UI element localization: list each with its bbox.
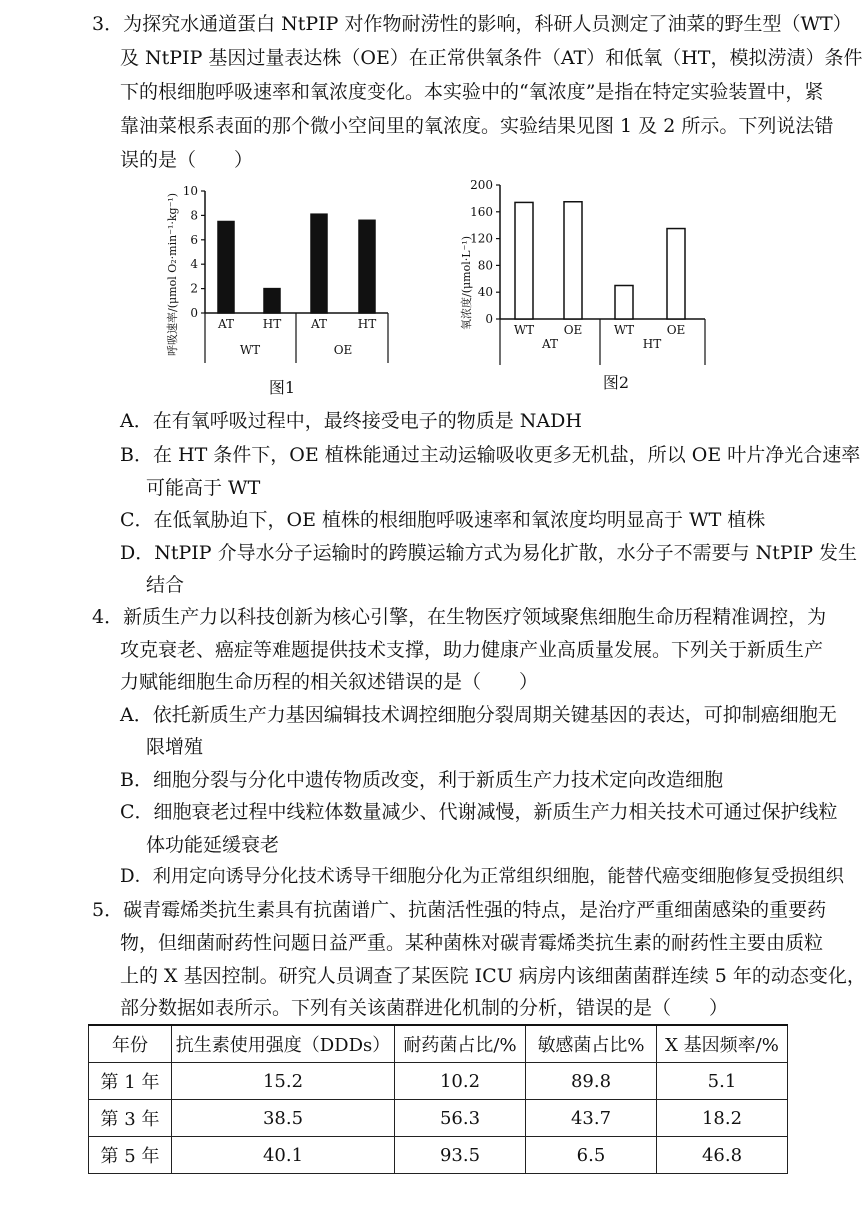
q4-option-a: A．依托新质生产力基因编辑技术调控细胞分裂周期关键基因的表达，可抑制癌细胞无 xyxy=(120,704,837,726)
q5-data-table xyxy=(88,1024,788,1174)
table-header-resistant: 耐药菌占比/% xyxy=(395,1025,526,1063)
fig2-y-tick-label: 0 xyxy=(485,312,493,326)
fig2-group-label: HT xyxy=(642,337,662,351)
figure-2-chart xyxy=(452,172,722,397)
fig1-bar xyxy=(218,222,234,314)
table-cell: 18.2 xyxy=(657,1100,788,1137)
q4-stem-line-1: 4．新质生产力以科技创新为核心引擎，在生物医疗领域聚焦细胞生命历程精准调控，为 xyxy=(92,606,827,628)
table-header-x-freq: X 基因频率/% xyxy=(657,1025,788,1063)
table-row xyxy=(89,1137,788,1174)
fig1-y-tick-label: 0 xyxy=(190,306,198,320)
fig2-y-axis-label xyxy=(459,236,473,330)
q4-option-a-cont: 限增殖 xyxy=(146,736,204,758)
table-cell: 第 3 年 xyxy=(89,1100,172,1137)
q3-stem-line-1: 3．为探究水通道蛋白 NtPIP 对作物耐涝性的影响，科研人员测定了油菜的野生型（WT） xyxy=(92,13,852,35)
q3-option-a: A．在有氧呼吸过程中，最终接受电子的物质是 NADH xyxy=(120,410,582,432)
q3-stem-line-2: 及 NtPIP 基因过量表达株（OE）在正常供氧条件（AT）和低氧（HT，模拟涝渍）条件 xyxy=(120,47,863,69)
fig1-group-label: WT xyxy=(239,343,261,357)
fig1-y-tick-label: 4 xyxy=(190,257,198,272)
q3-option-b-cont: 可能高于 WT xyxy=(146,477,261,499)
fig1-category-label: AT xyxy=(217,317,235,331)
q5-stem-line-2: 物，但细菌耐药性问题日益严重。某种菌株对碳青霉烯类抗生素的耐药性主要由质粒 xyxy=(120,932,824,954)
table-cell: 56.3 xyxy=(395,1100,526,1137)
fig2-group-label: AT xyxy=(541,337,559,351)
q4-stem-line-3: 力赋能细胞生命历程的相关叙述错误的是（ ） xyxy=(120,671,539,693)
table-cell: 15.2 xyxy=(172,1063,395,1100)
table-header-antibiotic: 抗生素使用强度（DDDs） xyxy=(172,1025,395,1063)
fig1-category-label: HT xyxy=(262,317,282,331)
q4-option-d: D．利用定向诱导分化技术诱导干细胞分化为正常组织细胞，能替代癌变细胞修复受损组织 xyxy=(120,866,844,887)
table-header-sensitive: 敏感菌占比% xyxy=(526,1025,657,1063)
fig1-ylabel: 呼吸速率/(μmol O₂·min⁻¹·kg⁻¹) xyxy=(166,192,179,356)
q4-option-b: B．细胞分裂与分化中遗传物质改变，利于新质生产力技术定向改造细胞 xyxy=(120,769,723,791)
table-cell: 46.8 xyxy=(657,1137,788,1174)
q5-stem-line-1: 5．碳青霉烯类抗生素具有抗菌谱广、抗菌活性强的特点，是治疗严重细菌感染的重要药 xyxy=(92,899,827,921)
q5-stem-line-4: 部分数据如表所示。下列有关该菌群进化机制的分析，错误的是（ ） xyxy=(120,997,729,1019)
fig1-y-tick-label: 10 xyxy=(182,184,198,198)
fig1-bar xyxy=(359,220,375,313)
fig2-y-tick-label: 80 xyxy=(477,258,493,273)
q3-stem-line-3: 下的根细胞呼吸速率和氧浓度变化。本实验中的“氧浓度”是指在特定实验装置中，紧 xyxy=(120,81,824,103)
fig1-bar xyxy=(264,289,280,313)
fig1-bar xyxy=(311,214,327,313)
fig2-category-label: OE xyxy=(563,323,583,337)
q3-option-d-cont: 结合 xyxy=(146,574,185,596)
fig2-category-label: OE xyxy=(666,323,686,337)
q3-option-d: D．NtPIP 介导水分子运输时的跨膜运输方式为易化扩散，水分子不需要与 NtPIP 发生 xyxy=(120,542,858,564)
table-cell: 38.5 xyxy=(172,1100,395,1137)
fig1-y-tick-label: 6 xyxy=(190,232,198,247)
table-cell: 89.8 xyxy=(526,1063,657,1100)
q3-stem-line-5: 误的是（ ） xyxy=(120,149,254,171)
fig2-bar xyxy=(564,202,582,319)
fig2-bar xyxy=(515,202,533,319)
table-cell: 10.2 xyxy=(395,1063,526,1100)
q3-option-b: B．在 HT 条件下，OE 植株能通过主动运输吸收更多无机盐，所以 OE 叶片净光合速率 xyxy=(120,444,861,466)
fig2-y-tick-label: 200 xyxy=(470,178,493,192)
fig1-y-tick-label: 8 xyxy=(190,208,198,223)
q4-option-c-cont: 体功能延缓衰老 xyxy=(146,834,280,856)
q3-stem-line-4: 靠油菜根系表面的那个微小空间里的氧浓度。实验结果见图 1 及 2 所示。下列说法错 xyxy=(120,115,834,137)
table-header-row xyxy=(89,1025,788,1063)
fig1-y-axis-label xyxy=(165,193,179,356)
table-cell: 第 1 年 xyxy=(89,1063,172,1100)
q4-stem-line-2: 攻克衰老、癌症等难题提供技术支撑，助力健康产业高质量发展。下列关于新质生产 xyxy=(120,639,824,661)
table-row xyxy=(89,1063,788,1100)
table-header-year: 年份 xyxy=(89,1025,172,1063)
table-cell: 第 5 年 xyxy=(89,1137,172,1174)
table-cell: 5.1 xyxy=(657,1063,788,1100)
fig1-group-label: OE xyxy=(333,343,353,357)
q5-stem-line-3: 上的 X 基因控制。研究人员调查了某医院 ICU 病房内该细菌菌群连续 5 年的动态变化， xyxy=(120,965,866,987)
table-cell: 43.7 xyxy=(526,1100,657,1137)
fig2-y-tick-label: 120 xyxy=(470,231,493,246)
q3-option-c: C．在低氧胁迫下，OE 植株的根细胞呼吸速率和氧浓度均明显高于 WT 植株 xyxy=(120,509,766,531)
q4-option-c: C．细胞衰老过程中线粒体数量减少、代谢减慢，新质生产力相关技术可通过保护线粒 xyxy=(120,801,838,823)
fig2-bar xyxy=(667,229,685,319)
table-cell: 40.1 xyxy=(172,1137,395,1174)
fig2-title: 图2 xyxy=(602,373,630,392)
fig2-y-tick-label: 160 xyxy=(470,204,493,219)
fig2-category-label: WT xyxy=(613,323,635,337)
fig2-category-label: WT xyxy=(513,323,535,337)
fig2-bar xyxy=(615,286,633,320)
table-row xyxy=(89,1100,788,1137)
table-cell: 6.5 xyxy=(526,1137,657,1174)
fig1-category-label: HT xyxy=(357,317,377,331)
fig1-title: 图1 xyxy=(268,378,296,397)
fig2-ylabel: 氧浓度/(μmol·L⁻¹) xyxy=(460,235,473,330)
fig1-y-tick-label: 2 xyxy=(190,281,198,296)
table-cell: 93.5 xyxy=(395,1137,526,1174)
fig2-y-tick-label: 40 xyxy=(477,285,493,300)
fig1-category-label: AT xyxy=(310,317,328,331)
figure-1-chart xyxy=(160,178,400,400)
